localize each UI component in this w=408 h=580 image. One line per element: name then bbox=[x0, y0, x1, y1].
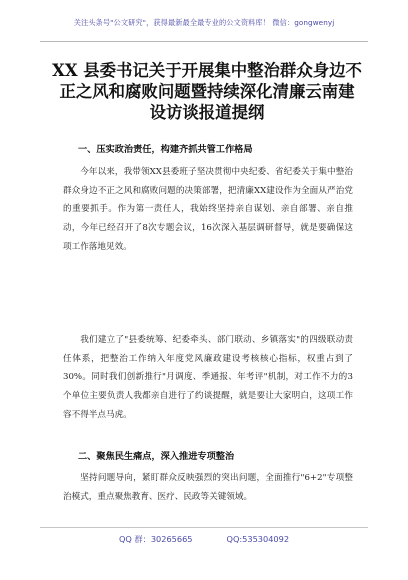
footer-divider bbox=[40, 527, 368, 528]
header-divider bbox=[40, 41, 368, 42]
paragraph-1: 今年以来，我带领XX县委班子坚决贯彻中央纪委、省纪委关于集中整治群众身边不正之风和腐败问题的决策部署，把清廉XX建设作为全面从严治党的重要抓手。作为第一责任人，我始终坚持亲自谋划、亲自部署、亲自推动，今年已经召开了8次专题会议，16次深入基层调研督导，就是要确保这项工作落地见效。 bbox=[63, 167, 353, 252]
section-heading-1: 一、压实政治责任，构建齐抓共管工作格局 bbox=[78, 144, 253, 155]
document-title: XX 县委书记关于开展集中整治群众身边不正之风和腐败问题暨持续深化清廉云南建设访谈报道提纲 bbox=[52, 61, 362, 122]
paragraph-3: 坚持问题导向，紧盯群众反映强烈的突出问题，全面推行"6+2"专项整治模式，重点聚焦教育、医疗、民政等关键领域。 bbox=[63, 473, 353, 502]
header-banner: 关注头条号"公文研究"，获得最新最全最专业的公文资料库！ 微信：gongwenyj bbox=[73, 18, 335, 27]
section-heading-2: 二、聚焦民生痛点，深入推进专项整治 bbox=[78, 451, 235, 462]
footer bbox=[0, 534, 408, 545]
footer-qq-group: QQ 群：30265665 bbox=[118, 534, 193, 544]
footer-qq-contact: QQ:535304092 bbox=[226, 534, 290, 544]
paragraph-2: 我们建立了"县委统筹、纪委牵头、部门联动、乡镇落实"的四级联动责任体系，把整治工作纳入年度党风廉政建设考核核心指标，权重占到了30%。同时我们创新推行"月调度、季通报、年考评"机制，对工作不力的3个单位主要负责人我都亲自进行了约谈提醒，就是要让大家明白，这项工作容不得半点马虎。 bbox=[63, 335, 353, 420]
